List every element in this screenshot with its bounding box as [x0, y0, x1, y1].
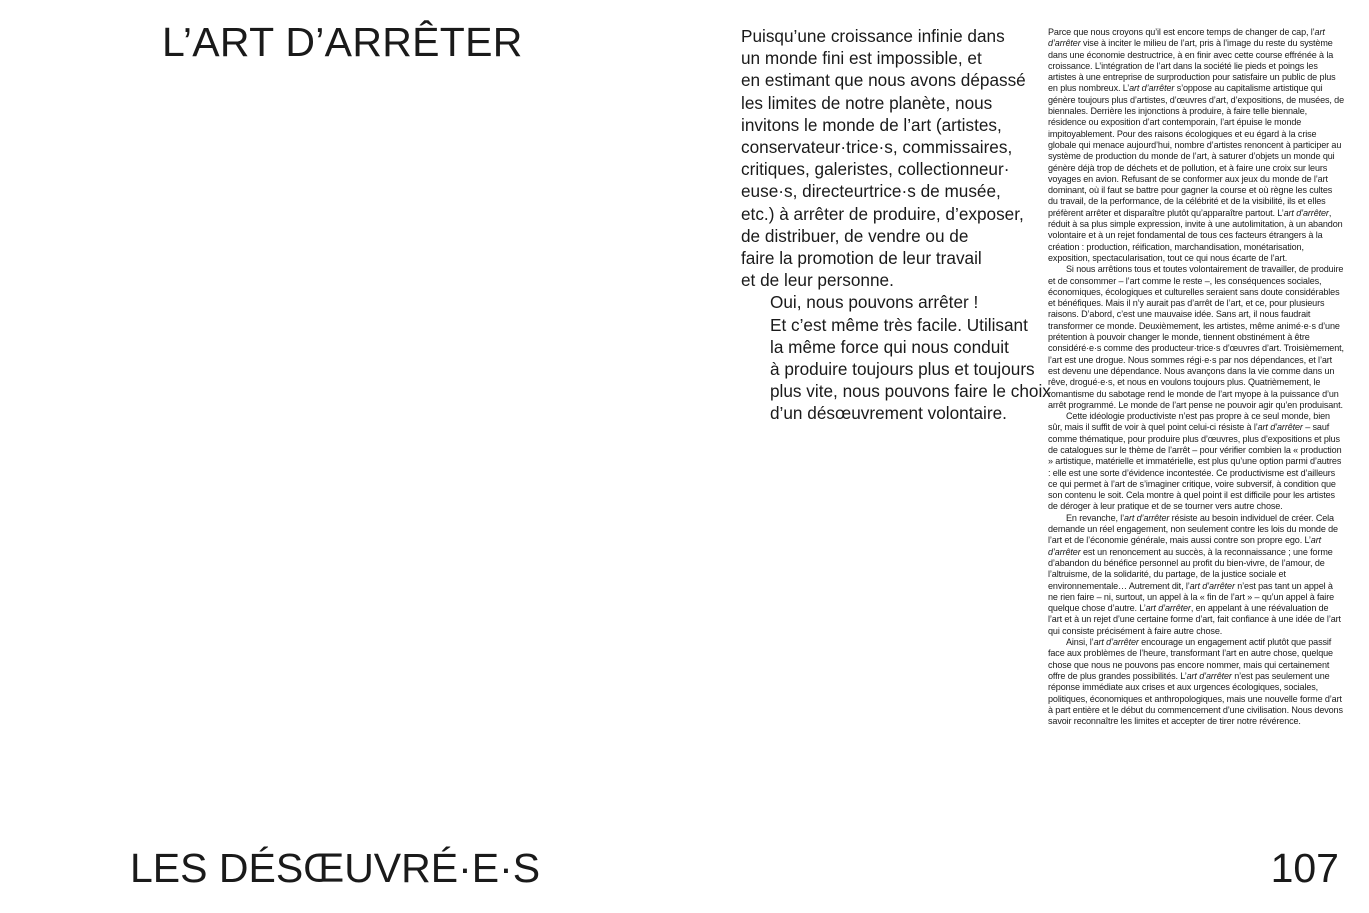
- lead-line: plus vite, nous pouvons faire le choix: [770, 381, 1051, 402]
- text-run: n’est pas tant un appel à ne rien faire – ni, surtout, un appel à la « fin de l’art » – qu’un appel à faire quelque chose d’autre. L’: [1048, 580, 1335, 614]
- text-run: Si nous arrêtions tous et toutes volontairement de travailler, de produire et de consommer – l’art comme le reste –, les conséquences sociales, économiques, écologiques et culturelles seraient sans doute considérables et bénéfiques. Mais il n’y aurait pas d’arrêt de l’art, et ce, pour plusieurs raisons. D’abord, c’est une mauvaise idée. Sans art, il nous faudrait transformer ce monde. Deuxièmement, les artistes, même animé·e·s d’une prétention à pouvoir changer le monde, tiennent obstinément à être considéré·e·s comme des producteur·trice·s d’œuvres d’art. Troisièmement, l’art est une drogue. Nous sommes régi·e·s par nos dépendances, et l’art est devenu une dépendance. Nous avançons dans la vie comme dans un rêve, drogué·e·s, et nous en voulons toujours plus. Quatrièmement, le romantisme du sabotage rend le monde de l’art myope à la puissance d’un arrêt programmé. Le monde de l’art pense ne pouvoir agir qu’en produisant.: [1048, 264, 1344, 410]
- lead-line: conservateur·trice·s, commissaires,: [741, 137, 1013, 158]
- lead-line: la même force qui nous conduit: [770, 336, 1009, 357]
- italic-term: art d’arrêter: [1124, 512, 1170, 523]
- text-run: n’est pas seulement une réponse immédiate aux crises et aux urgences écologiques, sociales, politiques, économiques et anthropologiques, mais une nouvelle forme d’art à part entière et le début du commencement d’une civilisation. Nous devons savoir reconnaître les limites et accepter de tirer notre révérence.: [1048, 670, 1343, 727]
- lead-line: Oui, nous pouvons arrêter !: [770, 292, 979, 313]
- italic-term: art d’arrêter: [1257, 422, 1303, 433]
- lead-line: Et c’est même très facile. Utilisant: [770, 314, 1028, 335]
- italic-term: art d’arrêter: [1145, 603, 1191, 614]
- text-run: résiste au besoin individuel de créer. Cela demande un réel engagement, non seulement contre les lois du monde de l’art et de l’économie générale, mais aussi contre son propre ego. L’: [1048, 512, 1338, 546]
- italic-term: art d’arrêter: [1186, 670, 1232, 681]
- lead-line: critiques, galeristes, collectionneur·: [741, 159, 1010, 180]
- text-run: Ainsi, l’: [1066, 637, 1094, 648]
- page-title: L’ART D’ARRÊTER: [162, 19, 523, 65]
- italic-term: art d’arrêter: [1283, 207, 1329, 218]
- lead-text: [741, 25, 1051, 425]
- lead-line: euse·s, directeurtrice·s de musée,: [741, 181, 1001, 202]
- lead-line: à produire toujours plus et toujours: [770, 359, 1035, 380]
- text-run: – sauf comme thématique, pour produire plus d’œuvres, plus d’expositions et plus de catalogues sur le thème de l’arrêt – pour vérifier combien la « production » artistique, matérielle et immatérielle, est plus qu’une option parmi d’autres : elle est une sorte d’évidence incontestée. Ce productivisme est d’ailleurs ce qui permet à l’art de s’imaginer critique, voire subversif, à condition que son contenu le soit. Cela montre à quel point il est difficile pour les artistes de déroger à leur pratique et de se tourner vers autre chose.: [1048, 422, 1342, 512]
- body-paragraph: [1048, 411, 1344, 513]
- body-paragraph: [1048, 513, 1344, 637]
- lead-line: et de leur personne.: [741, 270, 894, 291]
- italic-term: art d’arrêter: [1048, 535, 1321, 557]
- text-run: encourage un engagement actif plutôt que passif face aux problèmes de l’heure, transformant l’art en autre chose, quelque chose que nous ne pouvons pas encore nommer, mais qui certainement offre de plus grandes possibilités. L’: [1048, 637, 1333, 681]
- lead-line: etc.) à arrêter de produire, d’exposer,: [741, 203, 1024, 224]
- lead-line: en estimant que nous avons dépassé: [741, 70, 1026, 91]
- lead-line: les limites de notre planète, nous: [741, 92, 993, 113]
- lead-paragraph: [741, 25, 1041, 291]
- text-run: s’oppose au capitalisme artistique qui génère toujours plus d’artistes, d’œuvres d’art, d’expositions, de musées, de biennales. Derrière les injonctions à produire, à faire telle biennale, résidence ou exposition d’art contemporain, l’art épuise le monde impitoyablement. Pour des raisons écologiques et eu égard à la crise globale qui menace aujourd’hui, nombre d’artistes renoncent à participer au système de production du monde de l’art, à saturer d’objets un monde qui génère déjà trop de déchets et de pollution, et à faire une croix sur leurs voyages en avion. Refusant de se conformer aux jeux du monde de l’art dominant, où il faut se battre pour gagner la course et où règne les cultes du travail, de la performance, de la célébrité et de la visibilité, ils et elles préfèrent arrêter et disparaître plutôt qu’apparaître partout. L’: [1048, 83, 1344, 218]
- lead-line: Puisqu’une croissance infinie dans: [741, 26, 1005, 46]
- body-paragraph: [1048, 264, 1344, 411]
- lead-line: de distribuer, de vendre ou de: [741, 225, 969, 246]
- page-number: 107: [1270, 845, 1339, 891]
- body-paragraph: [1048, 637, 1344, 727]
- text-run: , réduit à sa plus simple expression, invite à une autolimitation, à un abandon volontaire et à un rejet fondamental de tous ces facteurs étrangers à la création : production, réification, marchandisation, monétarisation, exposition, spectacularisation, tout ce qui nous écarte de l’art.: [1048, 207, 1343, 263]
- text-run: En revanche, l’: [1066, 512, 1125, 523]
- lead-line: invitons le monde de l’art (artistes,: [741, 114, 1002, 135]
- section-title: LES DÉSŒUVRÉ·E·S: [130, 845, 541, 891]
- text-run: Parce que nous croyons qu’il est encore temps de changer de cap, l’: [1048, 27, 1315, 37]
- body-text: [1048, 27, 1344, 727]
- body-paragraph: [1048, 27, 1344, 264]
- italic-term: art d’arrêter: [1129, 83, 1175, 94]
- italic-term: art d’arrêter: [1048, 27, 1325, 49]
- text-run: vise à inciter le milieu de l’art, pris à l’image du reste du système dans une économie destructrice, à en finir avec cette course effrénée à la croissance. L’intégration de l’art dans la société lie pieds et poings les artistes à une entreprise de surproduction pour satisfaire un public de plus en plus nombreux. L’: [1048, 38, 1336, 94]
- lead-line: d’un désœuvrement volontaire.: [770, 403, 1007, 424]
- text-run: est un renoncement au succès, à la reconnaissance ; une forme d’abandon du bénéfice personnel au profit du bien-vivre, de l’amour, de l’altruisme, de la solidarité, du partage, de la justice sociale et environnementale… Autrement dit, l’: [1048, 546, 1333, 591]
- text-run: , en appelant à une réévaluation de l’art et à un rejet d’une certaine forme d’art, fait confiance à une idée de l’art qui consiste précisément à faire autre chose.: [1048, 603, 1341, 636]
- italic-term: art d’arrêter: [1189, 580, 1235, 591]
- lead-line: un monde fini est impossible, et: [741, 48, 982, 69]
- lead-paragraph: [741, 291, 1051, 424]
- italic-term: art d’arrêter: [1093, 637, 1139, 648]
- lead-line: faire la promotion de leur travail: [741, 248, 982, 269]
- text-run: Cette idéologie productiviste n’est pas propre à ce seul monde, bien sûr, mais il suffit de voir à quel point celui-ci résiste à l’: [1048, 411, 1330, 433]
